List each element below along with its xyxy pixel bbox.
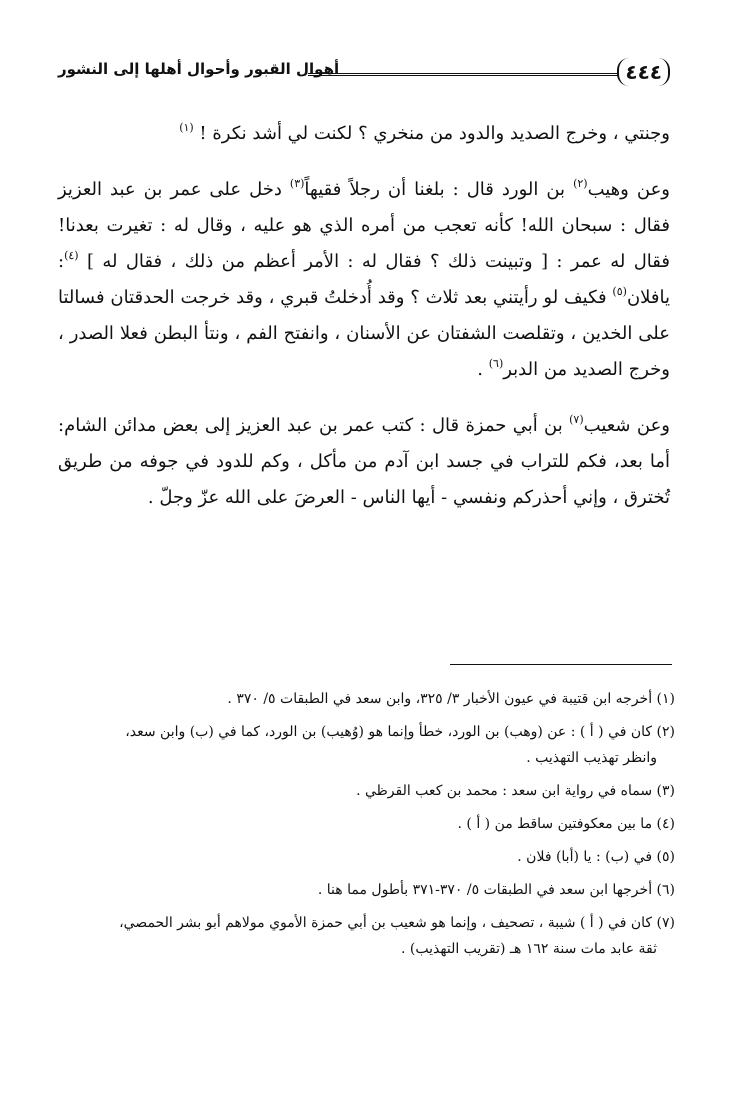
footnote [50,910,675,962]
footnote [50,719,675,771]
footnote-ref: (٦) [488,357,504,370]
text-run: دخل على عمر بن عبد العزيز فقال : سبحان الله! كأنه تعجب من أمره الذي هو عليه ، وقال له : تغيرت بعدنا! فقال له عمر : [ وتبينت ذلك ؟ فقال له : الأمر أعظم من ذلك ، فقال له ] [58,179,670,272]
footnote [50,811,675,837]
text-run: . [477,359,489,380]
page-number: ٤٤٤ [617,58,670,86]
text-run: وعن وهيب [587,179,670,200]
footnote-line: ثقة عابد مات سنة ١٦٢ هـ (تقريب التهذيب) . [401,941,657,957]
text-run: بن أبي حمزة قال : كتب عمر بن عبد العزيز إلى بعض مدائن الشام: أما بعد، فكم للتراب في جسد ابن آدم من مأكل ، وكم للدود في جوفه من طريق تُخترق ، وإني أحذركم ونفسي - أيها الناس - العرضَ على الله عزّ وجلّ . [58,415,670,508]
footnote-line: (٦) أخرجها ابن سعد في الطبقات ٥/ ٣٧٠-٣٧١ بأطول مما هنا . [317,882,675,898]
text-run: وعن شعيب [583,415,670,436]
footnote-ref: (٤) [64,249,79,262]
text-run: وجنتي ، وخرج الصديد والدود من منخري ؟ لكنت لي أشد نكرة ! [193,123,670,144]
footnote-ref: (٥) [612,285,627,298]
footnote-line: (٥) في (ب) : يا (أبا) فلان . [517,849,675,865]
footnote-line: (٧) كان في ( أ ) شيبة ، تصحيف ، وإنما هو شعيب بن أبي حمزة الأموي مولاهم أبو بشر الحمصي، [119,915,675,931]
footnote [50,877,675,903]
footnote-ref: (٣) [289,177,305,190]
body-paragraph [58,116,670,152]
text-run: بن الورد قال : بلغنا أن رجلاً فقيهاً [304,179,574,200]
footnote-line: (٢) كان في ( أ ) : عن (وهب) بن الورد، خطأ وإنما هو (وُهيب) بن الورد، كما في (ب) وابن سعد، [125,724,675,740]
footnotes [50,686,675,969]
footnote-line: (٣) سماه في رواية ابن سعد : محمد بن كعب القرظي . [356,783,675,799]
footnote-line: وانظر تهذيب التهذيب . [526,750,657,766]
body-paragraph [58,172,670,388]
footnote-ref: (٢) [573,177,588,190]
body-text [58,116,670,516]
footnote [50,844,675,870]
footnote-ref: (٧) [569,413,584,426]
body-paragraph [58,408,670,516]
footnote-separator [450,664,672,665]
footnote [50,686,675,712]
running-title: أهوال القبور وأحوال أهلها إلى النشور [58,60,340,78]
running-header [58,56,670,92]
footnote [50,778,675,804]
text-run: : يافلان [58,251,670,308]
footnote-ref: (١) [179,121,194,134]
text-run: فكيف لو رأيتني بعد ثلاث ؟ وقد أُدخلتُ قبري ، وقد خرجت الحدقتان فسالتا على الخدين ، وتقلصت الشفتان عن الأسنان ، وانفتح الفم ، ونتأ البطن فعلا الصدر ، وخرج الصديد من الدبر [58,287,670,380]
footnote-line: (٤) ما بين معكوفتين ساقط من ( أ ) . [457,816,675,832]
header-rule [308,73,618,79]
footnote-line: (١) أخرجه ابن قتيبة في عيون الأخبار ٣/ ٣٢٥، وابن سعد في الطبقات ٥/ ٣٧٠ . [227,691,675,707]
